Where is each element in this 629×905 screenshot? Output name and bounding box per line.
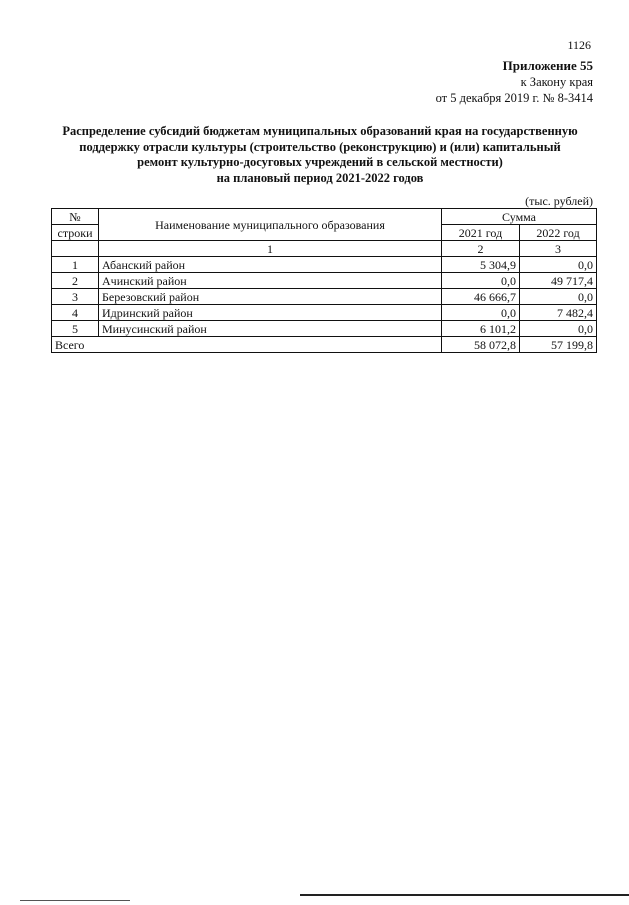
column-number-empty: [52, 241, 99, 257]
appendix-law: к Закону края: [520, 75, 593, 89]
row-2021: 5 304,9: [442, 257, 520, 273]
row-2022: 49 717,4: [520, 273, 597, 289]
total-row: [52, 337, 597, 353]
row-2021: 6 101,2: [442, 321, 520, 337]
total-2022: 57 199,8: [520, 337, 597, 353]
table-row: [52, 321, 597, 337]
title-line-2: поддержку отрасли культуры (строительство (реконструкцию) и (или) капитальный: [79, 139, 561, 154]
header-row-1: [52, 209, 597, 225]
column-number-row: [52, 241, 597, 257]
row-name: Ачинский район: [99, 273, 442, 289]
column-number-3: 3: [520, 241, 597, 257]
column-number-2: 2: [442, 241, 520, 257]
row-name: Минусинский район: [99, 321, 442, 337]
subsidy-table: [51, 208, 597, 353]
page-number: 1126: [567, 38, 591, 52]
title-line-3: ремонт культурно-досуговых учреждений в сельской местности): [137, 155, 503, 169]
row-num: 5: [52, 321, 99, 337]
header-sum: Сумма: [442, 209, 597, 225]
units-label: (тыс. рублей): [525, 194, 593, 208]
row-name: Абанский район: [99, 257, 442, 273]
column-number-1: 1: [99, 241, 442, 257]
header-num-bottom: строки: [52, 225, 99, 241]
total-label: Всего: [52, 337, 442, 353]
row-2021: 0,0: [442, 273, 520, 289]
row-2022: 0,0: [520, 257, 597, 273]
appendix-date: от 5 декабря 2019 г. № 8-3414: [435, 91, 593, 105]
header-num-top: №: [52, 209, 99, 225]
row-name: Березовский район: [99, 289, 442, 305]
appendix-block: [436, 58, 593, 106]
scan-edge-line-left: [20, 900, 130, 901]
row-2022: 0,0: [520, 289, 597, 305]
row-2022: 0,0: [520, 321, 597, 337]
row-num: 3: [52, 289, 99, 305]
row-num: 1: [52, 257, 99, 273]
header-name: Наименование муниципального образования: [99, 209, 442, 241]
scan-edge-line: [300, 894, 629, 896]
table-row: [52, 305, 597, 321]
document-title: [40, 124, 600, 186]
total-2021: 58 072,8: [442, 337, 520, 353]
appendix-title: Приложение 55: [502, 58, 593, 73]
table-row: [52, 257, 597, 273]
row-2021: 0,0: [442, 305, 520, 321]
title-line-4: на плановый период 2021-2022 годов: [216, 170, 424, 185]
table-row: [52, 289, 597, 305]
row-name: Идринский район: [99, 305, 442, 321]
title-line-1: Распределение субсидий бюджетам муниципальных образований края на государственную: [62, 124, 578, 138]
row-num: 2: [52, 273, 99, 289]
header-year-2021: 2021 год: [442, 225, 520, 241]
header-year-2022: 2022 год: [520, 225, 597, 241]
row-2022: 7 482,4: [520, 305, 597, 321]
table-row: [52, 273, 597, 289]
row-num: 4: [52, 305, 99, 321]
row-2021: 46 666,7: [442, 289, 520, 305]
